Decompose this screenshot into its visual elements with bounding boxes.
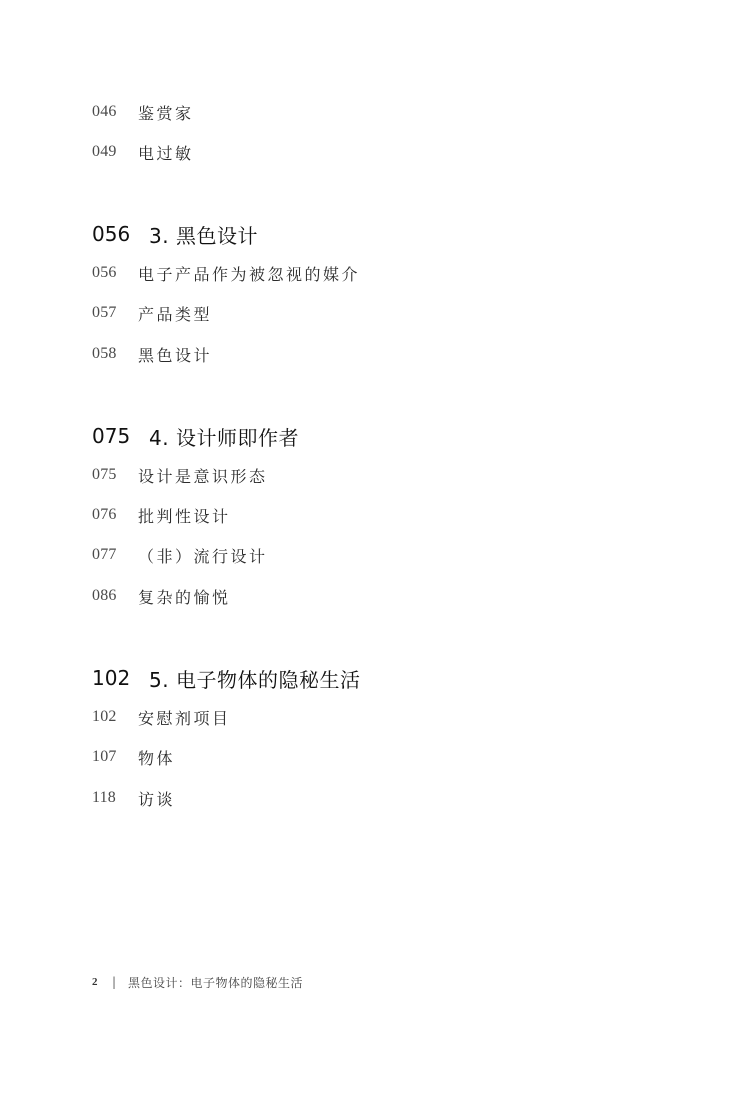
toc-entry-title: 批判性设计 [138, 506, 231, 526]
toc-entry-title: 电子产品作为被忽视的媒介 [138, 264, 361, 284]
toc-entry-title: （非）流行设计 [138, 546, 268, 566]
toc-entry [92, 583, 231, 609]
toc-chapter-title: 5. 电子物体的隐秘生活 [149, 667, 361, 692]
toc-chapter-heading [92, 421, 299, 451]
toc-entry-page: 086 [92, 587, 117, 604]
toc-entry [92, 341, 212, 367]
toc-entry-title: 安慰剂项目 [138, 708, 231, 728]
toc-chapter-heading [92, 219, 258, 249]
toc-chapter-page: 075 [92, 424, 131, 448]
toc-entry [92, 785, 175, 811]
toc-entry-page: 118 [92, 789, 117, 806]
running-title: 黑色设计：电子物体的隐秘生活 [128, 975, 304, 990]
toc-entry [92, 260, 360, 286]
toc-entry-page: 058 [92, 345, 117, 362]
toc-chapter-page: 102 [92, 666, 131, 690]
footer-separator: | [112, 975, 117, 989]
toc-entry-title: 电过敏 [138, 143, 194, 163]
toc-entry-title: 产品类型 [138, 304, 213, 324]
toc-entry-page: 102 [92, 708, 117, 725]
toc-entry-page: 107 [92, 748, 117, 765]
toc-entry-title: 访谈 [138, 789, 176, 809]
toc-entry [92, 542, 268, 568]
toc-entry-page: 077 [92, 546, 117, 563]
toc-entry-title: 复杂的愉悦 [138, 587, 231, 607]
toc-entry [92, 704, 231, 730]
toc-entry-page: 075 [92, 466, 117, 483]
page-footer [92, 972, 303, 992]
toc-entry-title: 黑色设计 [138, 345, 213, 365]
toc-chapter-heading [92, 663, 360, 693]
toc-entry [92, 300, 212, 326]
toc-entry-title: 物体 [138, 748, 176, 768]
toc-entry [92, 139, 194, 165]
toc-entry [92, 502, 231, 528]
page-number: 2 [92, 976, 98, 988]
toc-entry-page: 056 [92, 264, 117, 281]
toc-chapter-title: 3. 黑色设计 [149, 223, 258, 248]
toc-entry [92, 744, 175, 770]
toc-chapter-page: 056 [92, 222, 131, 246]
toc-entry-page: 076 [92, 506, 117, 523]
toc-chapter-title: 4. 设计师即作者 [149, 425, 299, 450]
toc-entry-page: 057 [92, 304, 117, 321]
toc-entry [92, 462, 268, 488]
toc-entry [92, 99, 194, 125]
toc-entry-title: 设计是意识形态 [138, 466, 268, 486]
toc-entry-page: 049 [92, 143, 117, 160]
toc-entry-page: 046 [92, 103, 117, 120]
toc-entry-title: 鉴赏家 [138, 103, 194, 123]
